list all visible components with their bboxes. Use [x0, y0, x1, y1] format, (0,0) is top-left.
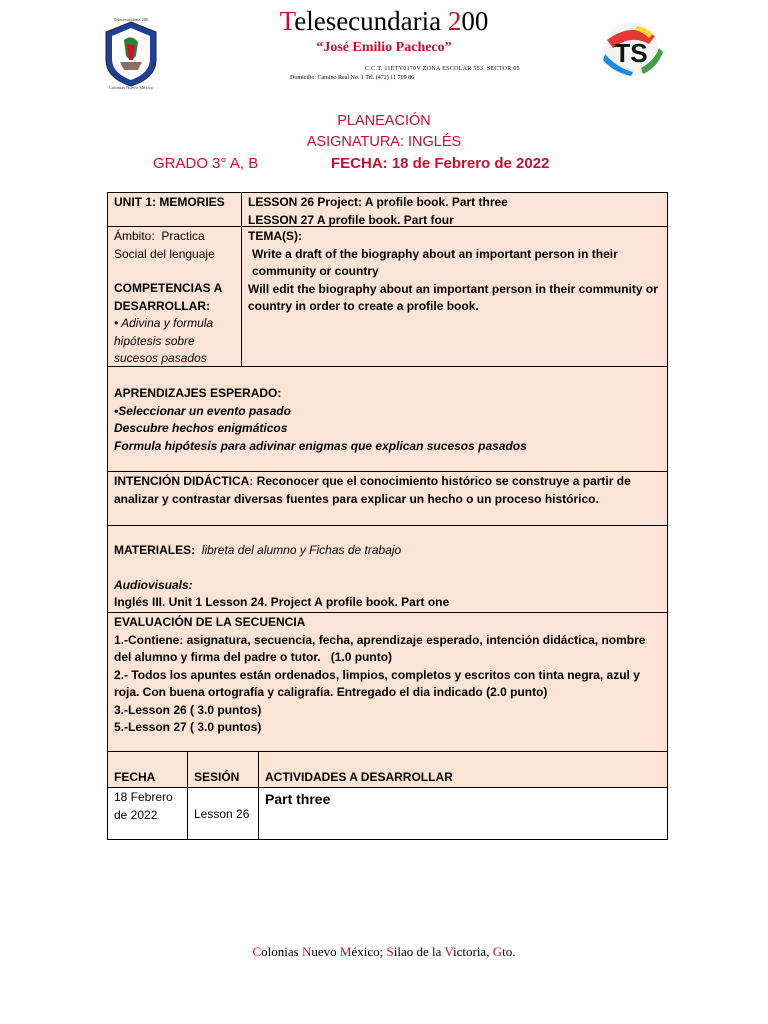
- aprendizajes-cell: [107, 366, 668, 472]
- ambito-cell: [107, 226, 242, 367]
- aprendizaje-1: •Seleccionar un evento pasado: [114, 403, 291, 418]
- asignatura-title: ASIGNATURA: INGLÉS: [306, 134, 462, 150]
- lesson-27-line: LESSON 27 A profile book. Part four: [248, 212, 454, 227]
- fecha-label: FECHA: 18 de Febrero de 2022: [331, 155, 550, 172]
- tema-1: Write a draft of the biography about an important person in their community or country: [252, 246, 618, 278]
- evaluacion-label: EVALUACIÓN DE LA SECUENCIA: [114, 615, 306, 629]
- competencias-value: • Adivina y formula hipótesis sobre sucesos pasados: [114, 316, 214, 365]
- audiovisuals-label: Audiovisuals:: [114, 577, 193, 592]
- row-actividad-cell: Part three: [258, 787, 668, 840]
- cct-line: C.C.T. 11ETV0170V ZONA ESCOLAR 553. SECTOR 05: [365, 66, 520, 72]
- planeacion-title: PLANEACIÓN: [337, 113, 431, 129]
- svg-text:TS: TS: [614, 38, 648, 68]
- tema-2: Will edit the biography about an important person in their community or country in order to create a profile book.: [248, 281, 658, 313]
- materiales-cell: [107, 525, 668, 613]
- unit-cell: UNIT 1: MEMORIES: [107, 192, 242, 227]
- audiovisuals-text: Inglés III. Unit 1 Lesson 24. Project A profile book. Part one: [114, 595, 450, 609]
- col-header-fecha: FECHA: [107, 751, 188, 788]
- svg-text:Colonias Nuevo México: Colonias Nuevo México: [109, 85, 153, 90]
- row-sesion-cell: Lesson 26: [187, 787, 259, 840]
- temas-cell: [241, 226, 668, 367]
- school-name: Telesecundaria 200: [279, 6, 489, 36]
- svg-text:Telesecundaria 200: Telesecundaria 200: [113, 17, 149, 22]
- intencion-text: Reconocer que el conocimiento histórico se construye a partir de analizar y contrastar diversas fuentes para explicar un hecho o un proceso histórico.: [114, 474, 631, 506]
- intencion-label: INTENCIÓN DIDÁCTICA:: [114, 474, 254, 488]
- ambito-text: Ámbito: Practica Social del lenguaje: [114, 229, 215, 261]
- evaluacion-item-3: 3.-Lesson 26 ( 3.0 puntos): [114, 702, 262, 717]
- competencias-label: COMPETENCIAS A DESARROLLAR:: [114, 281, 222, 313]
- evaluacion-item-4: 5.-Lesson 27 ( 3.0 puntos): [114, 720, 262, 734]
- footer-address: Colonias Nuevo México; Silao de la Victoria, Gto.: [252, 944, 516, 959]
- lessons-cell: [241, 192, 668, 227]
- aprendizajes-label: APRENDIZAJES ESPERADO:: [114, 386, 282, 400]
- materiales-line: MATERIALES: libreta del alumno y Fichas de trabajo: [114, 543, 402, 557]
- aprendizaje-2: Descubre hechos enigmáticos: [114, 421, 288, 435]
- row-fecha-cell: 18 Febrero de 2022: [107, 787, 188, 840]
- evaluacion-item-1: 1.-Contiene: asignatura, secuencia, fecha, aprendizaje esperado, intención didáctica, nombre del alumno y firma del padre o tutor. (1.0 punto): [114, 632, 646, 664]
- lesson-26-line: LESSON 26 Project: A profile book. Part three: [248, 195, 508, 209]
- ts-logo: [597, 18, 665, 80]
- col-header-sesion: SESIÓN: [187, 751, 259, 788]
- col-header-actividades: ACTIVIDADES A DESARROLLAR: [258, 751, 668, 788]
- address-line: Domicilio: Camino Real No. 1 Tel. (472) 11 709 86: [290, 75, 415, 81]
- temas-label: TEMA(S):: [248, 229, 302, 243]
- grado-label: GRADO 3° A, B: [153, 155, 259, 172]
- school-patron-name: “José Emilio Pacheco”: [316, 40, 452, 55]
- intencion-cell: [107, 471, 668, 526]
- aprendizaje-3: Formula hipótesis para adivinar enigmas que explican sucesos pasados: [114, 438, 527, 453]
- evaluacion-item-2: 2.- Todos los apuntes están ordenados, limpios, completos y escritos con tinta negra, azul y roja. Con buena ortografía y caligrafía. Entregado el dia indicado (2.0 punto): [114, 667, 640, 699]
- evaluacion-cell: [107, 612, 668, 752]
